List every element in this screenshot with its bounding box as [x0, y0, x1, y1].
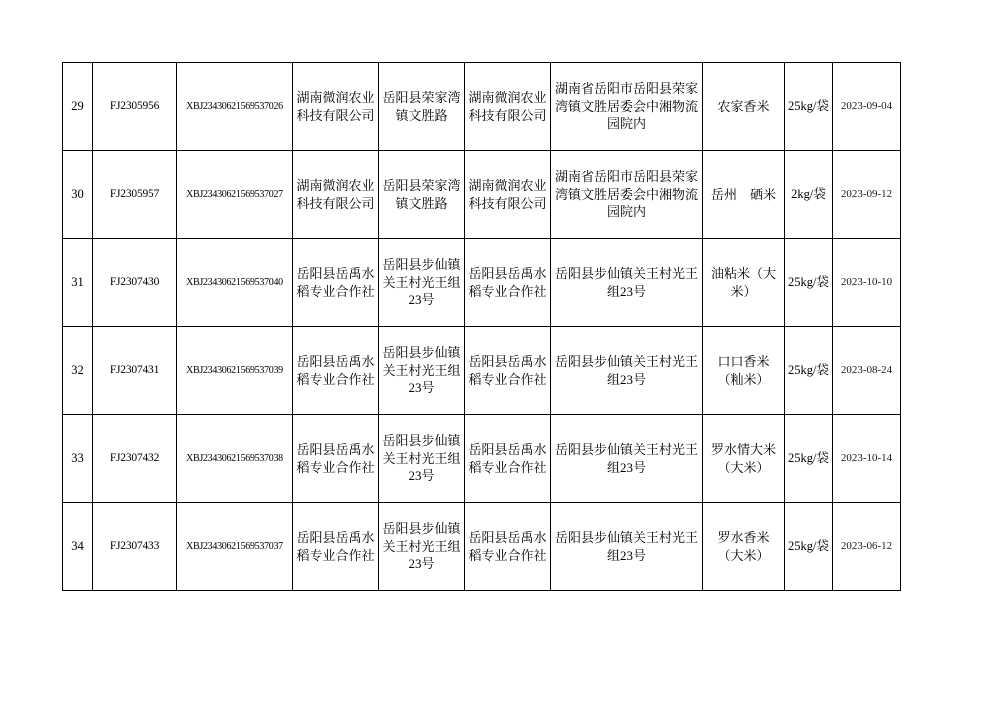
- cell-production-address: 岳阳县步仙镇关王村光王组23号: [551, 327, 703, 415]
- cell-company: 岳阳县岳禹水稻专业合作社: [293, 503, 379, 591]
- cell-product-name: 油粘米（大米）: [703, 239, 785, 327]
- cell-production-date: 2023-09-04: [833, 63, 901, 151]
- cell-company: 岳阳县岳禹水稻专业合作社: [293, 327, 379, 415]
- cell-sequence-number: 29: [63, 63, 93, 151]
- cell-production-address: 岳阳县步仙镇关王村光王组23号: [551, 239, 703, 327]
- cell-company-address: 岳阳县步仙镇关王村光王组23号: [379, 327, 465, 415]
- cell-specification: 25kg/袋: [785, 63, 833, 151]
- cell-product-name: 岳州 硒米: [703, 151, 785, 239]
- cell-sample-code: FJ2305957: [93, 151, 177, 239]
- cell-production-address: 岳阳县步仙镇关王村光王组23号: [551, 503, 703, 591]
- cell-license-number: XBJ23430621569537040: [177, 239, 293, 327]
- cell-producer: 岳阳县岳禹水稻专业合作社: [465, 239, 551, 327]
- cell-company-address: 岳阳县步仙镇关王村光王组23号: [379, 239, 465, 327]
- table-row: [63, 151, 901, 239]
- cell-producer: 岳阳县岳禹水稻专业合作社: [465, 415, 551, 503]
- cell-production-date: 2023-10-14: [833, 415, 901, 503]
- cell-sequence-number: 32: [63, 327, 93, 415]
- cell-company-address: 岳阳县步仙镇关王村光王组23号: [379, 415, 465, 503]
- table-row: [63, 327, 901, 415]
- cell-company: 湖南微润农业科技有限公司: [293, 63, 379, 151]
- cell-production-date: 2023-10-10: [833, 239, 901, 327]
- cell-product-name: 农家香米: [703, 63, 785, 151]
- cell-production-date: 2023-08-24: [833, 327, 901, 415]
- cell-producer: 岳阳县岳禹水稻专业合作社: [465, 327, 551, 415]
- cell-license-number: XBJ23430621569537027: [177, 151, 293, 239]
- cell-specification: 25kg/袋: [785, 327, 833, 415]
- cell-production-date: 2023-06-12: [833, 503, 901, 591]
- cell-sample-code: FJ2307430: [93, 239, 177, 327]
- cell-specification: 25kg/袋: [785, 415, 833, 503]
- cell-product-name: 罗水情大米（大米）: [703, 415, 785, 503]
- cell-company-address: 岳阳县荣家湾镇文胜路: [379, 63, 465, 151]
- cell-company: 岳阳县岳禹水稻专业合作社: [293, 415, 379, 503]
- cell-sample-code: FJ2307432: [93, 415, 177, 503]
- cell-license-number: XBJ23430621569537037: [177, 503, 293, 591]
- cell-sample-code: FJ2305956: [93, 63, 177, 151]
- cell-specification: 25kg/袋: [785, 239, 833, 327]
- cell-production-address: 湖南省岳阳市岳阳县荣家湾镇文胜居委会中湘物流园院内: [551, 151, 703, 239]
- cell-sequence-number: 31: [63, 239, 93, 327]
- cell-license-number: XBJ23430621569537039: [177, 327, 293, 415]
- cell-production-date: 2023-09-12: [833, 151, 901, 239]
- table-container: [62, 62, 893, 591]
- cell-company: 湖南微润农业科技有限公司: [293, 151, 379, 239]
- table-row: [63, 415, 901, 503]
- inspection-records-table: [62, 62, 901, 591]
- cell-producer: 岳阳县岳禹水稻专业合作社: [465, 503, 551, 591]
- cell-license-number: XBJ23430621569537026: [177, 63, 293, 151]
- cell-sequence-number: 33: [63, 415, 93, 503]
- cell-producer: 湖南微润农业科技有限公司: [465, 151, 551, 239]
- cell-production-address: 湖南省岳阳市岳阳县荣家湾镇文胜居委会中湘物流园院内: [551, 63, 703, 151]
- cell-sample-code: FJ2307431: [93, 327, 177, 415]
- cell-product-name: 罗水香米（大米）: [703, 503, 785, 591]
- cell-specification: 25kg/袋: [785, 503, 833, 591]
- cell-company: 岳阳县岳禹水稻专业合作社: [293, 239, 379, 327]
- cell-sequence-number: 34: [63, 503, 93, 591]
- cell-product-name: 口口香米（籼米）: [703, 327, 785, 415]
- cell-specification: 2kg/袋: [785, 151, 833, 239]
- cell-license-number: XBJ23430621569537038: [177, 415, 293, 503]
- cell-company-address: 岳阳县荣家湾镇文胜路: [379, 151, 465, 239]
- cell-producer: 湖南微润农业科技有限公司: [465, 63, 551, 151]
- cell-sample-code: FJ2307433: [93, 503, 177, 591]
- cell-company-address: 岳阳县步仙镇关王村光王组23号: [379, 503, 465, 591]
- cell-sequence-number: 30: [63, 151, 93, 239]
- table-row: [63, 503, 901, 591]
- cell-production-address: 岳阳县步仙镇关王村光王组23号: [551, 415, 703, 503]
- table-row: [63, 239, 901, 327]
- table-row: [63, 63, 901, 151]
